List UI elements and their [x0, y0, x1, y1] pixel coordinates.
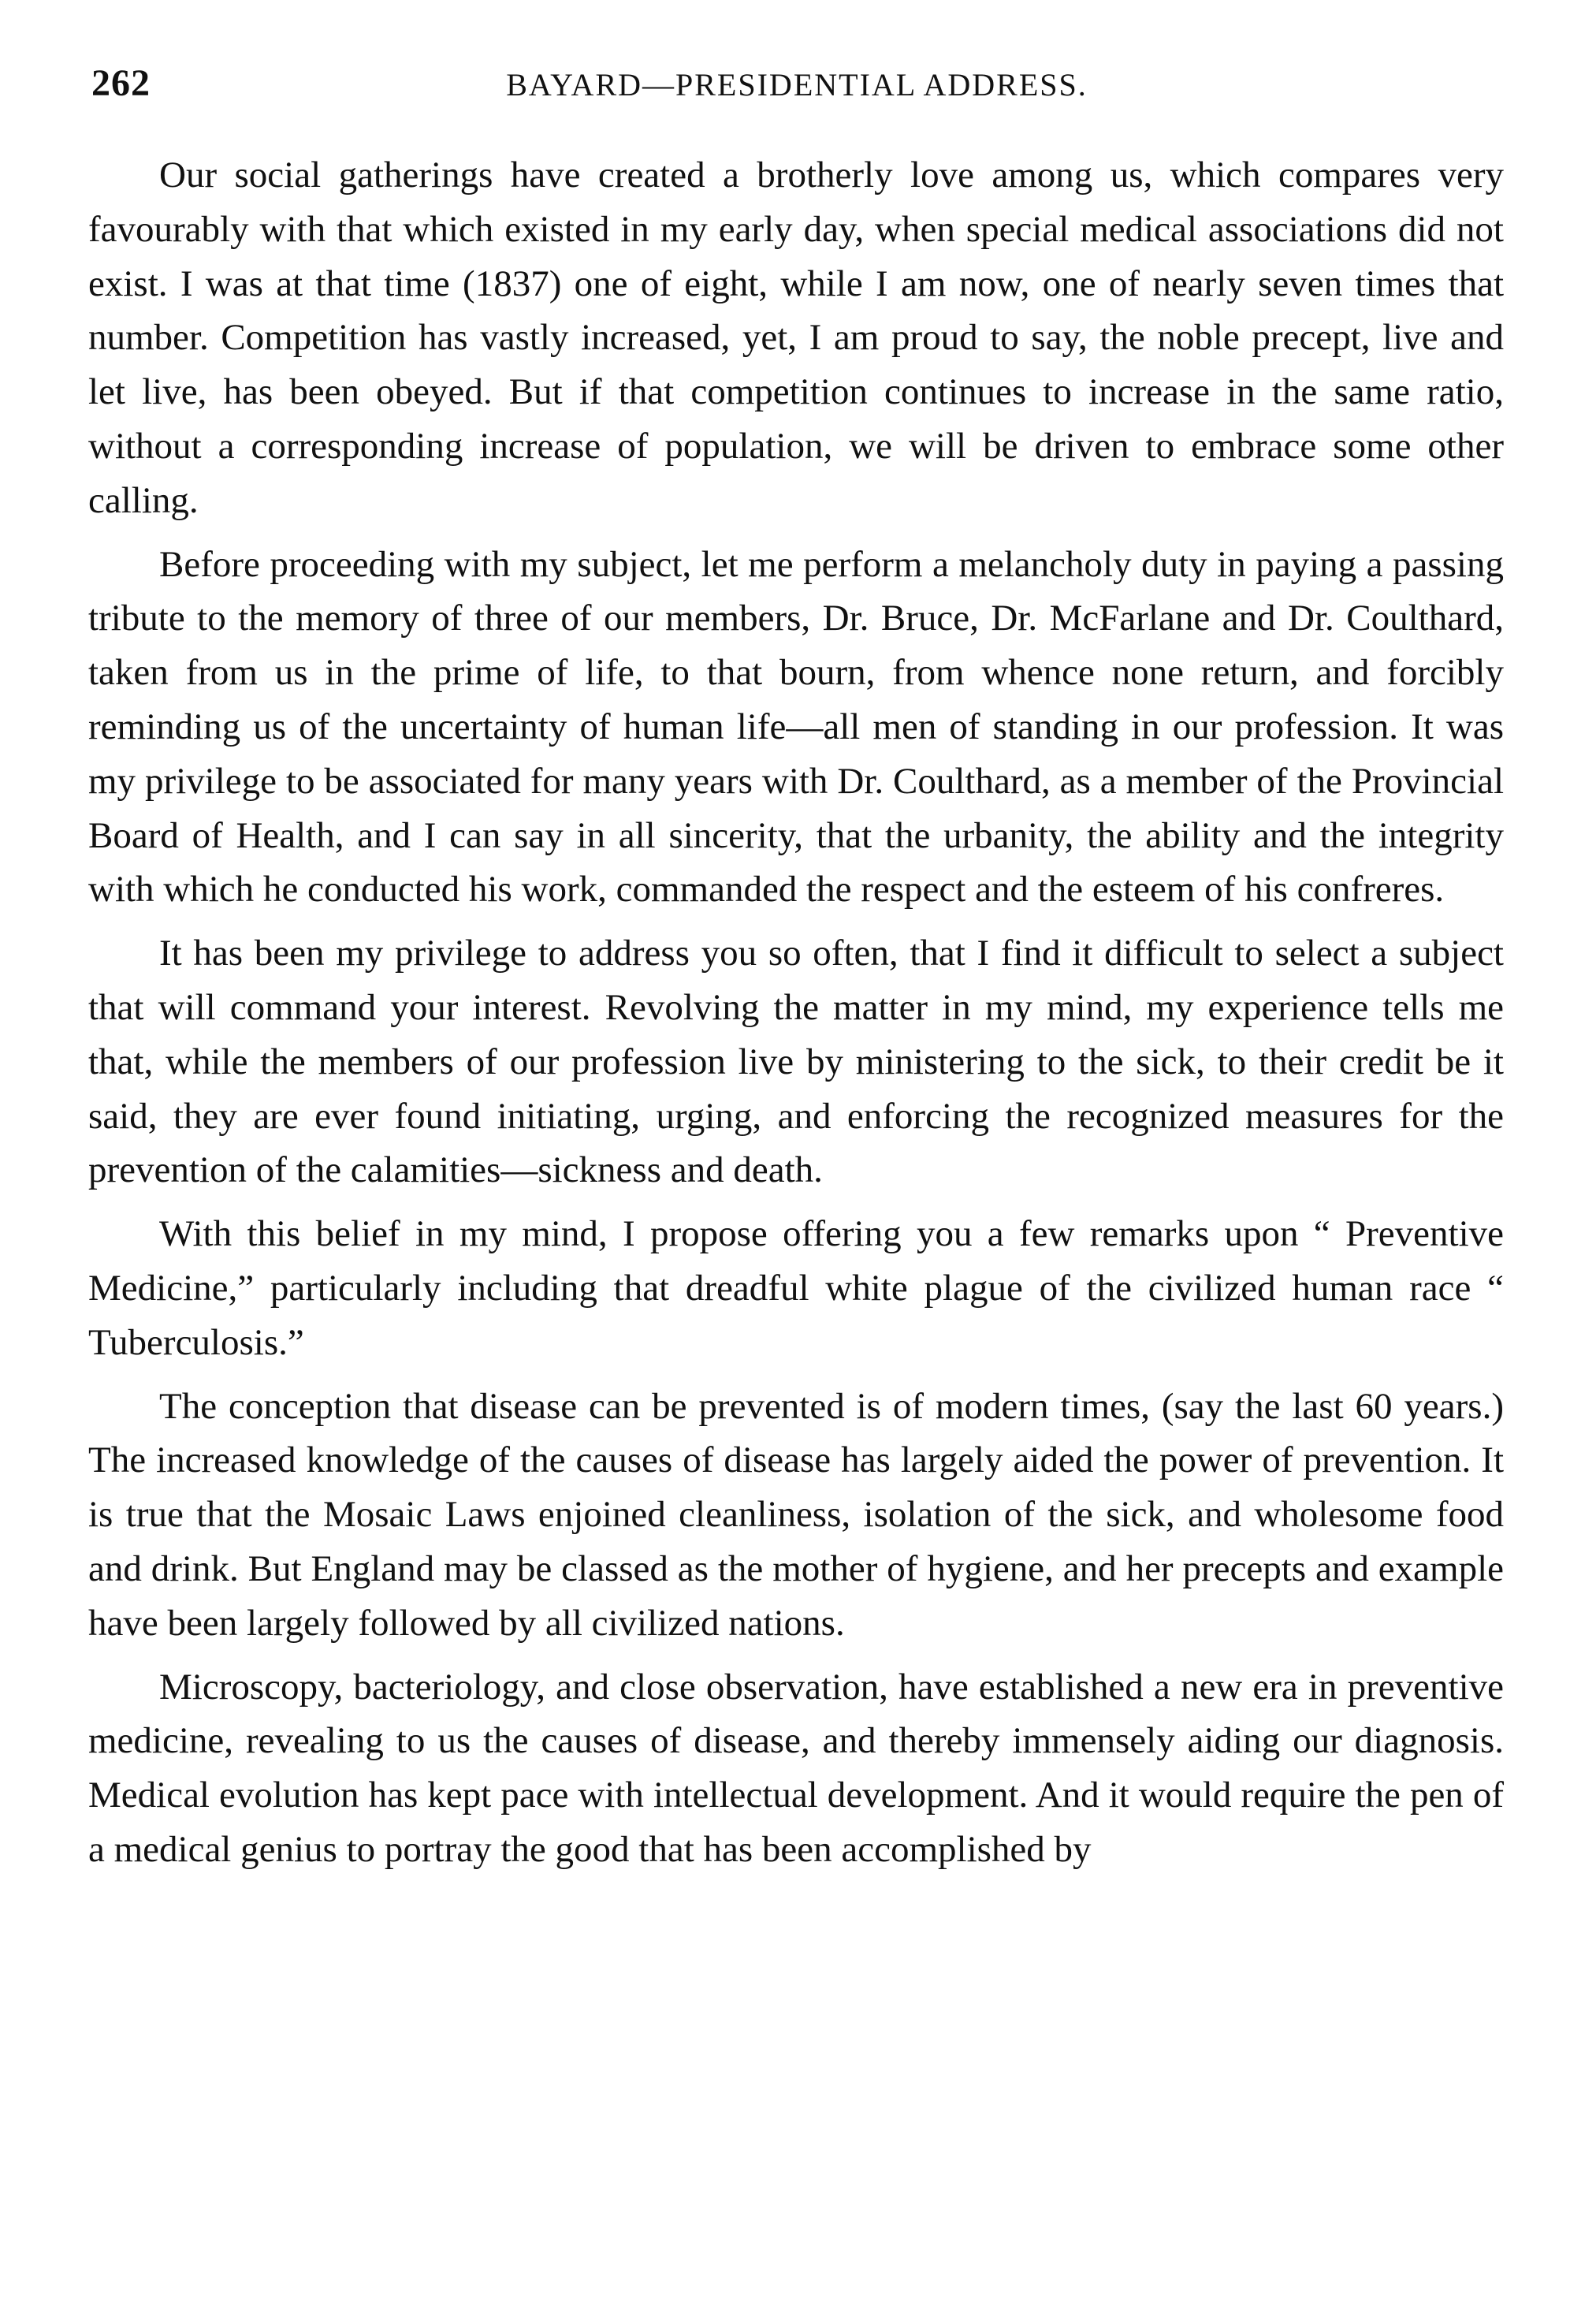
- paragraph-conception: The conception that disease can be prevented is of modern times, (say the last 60 years.) The increased knowledge of the causes of disease has largely aided the power of prevention. It is true that the Mosaic Laws enjoined cleanliness, isolation of the sick, and wholesome food and drink. But England may be classed as the mother of hygiene, and her precepts and example have been largely followed by all civilized nations.: [88, 1385, 1504, 1644]
- running-head: [91, 61, 1502, 109]
- running-head-title: BAYARD—PRESIDENTIAL ADDRESS.: [506, 67, 1088, 102]
- paragraph-social-gatherings: Our social gatherings have created a brotherly love among us, which compares very favourably with that which existed in my early day, when special medical associations did not exist. I was at that time (1837) one of eight, while I am now, one of nearly seven times that number. Competition has vastly increased, yet, I am proud to say, the noble precept, live and let live, has been obeyed. But if that competition continues to increase in the same ratio, without a corresponding increase of population, we will be driven to embrace some other calling.: [88, 155, 1504, 521]
- paragraph-tribute: Before proceeding with my subject, let me perform a melancholy duty in paying a passing tribute to the memory of three of our members, Dr. Bruce, Dr. McFarlane and Dr. Coulthard, taken from us in the prime of life, to that bourn, from whence none return, and forcibly reminding us of the uncertainty of human life—all men of standing in our profession. It was my privilege to be associated for many years with Dr. Coulthard, as a member of the Provincial Board of Health, and I can say in all sincerity, that the urbanity, the ability and the integrity with which he conducted his work, commanded the respect and the esteem of his confreres.: [88, 543, 1504, 911]
- body-text: [88, 148, 1504, 1886]
- paragraph-subject-selection: It has been my privilege to address you so often, that I find it difficult to select a subject that will command your interest. Revolving the matter in my mind, my experience tells me that, while the members of our profession live by ministering to the sick, to their credit be it said, they are ever found initiating, urging, and enforcing the recognized measures for the prevention of the calamities—sickness and death.: [88, 933, 1504, 1191]
- page-number: 262: [91, 62, 151, 104]
- paragraph-microscopy: Microscopy, bacteriology, and close observation, have established a new era in preventive medicine, revealing to us the causes of disease, and thereby immensely aiding our diagnosis. Medical evolution has kept pace with intellectual development. And it would require the pen of a medical genius to portray the good that has been accomplished by: [88, 1666, 1504, 1870]
- paragraph-preventive-medicine: With this belief in my mind, I propose offering you a few remarks upon “ Preventive Medicine,” particularly including that dreadful white plague of the civilized human race “ Tuberculosis.”: [88, 1213, 1504, 1363]
